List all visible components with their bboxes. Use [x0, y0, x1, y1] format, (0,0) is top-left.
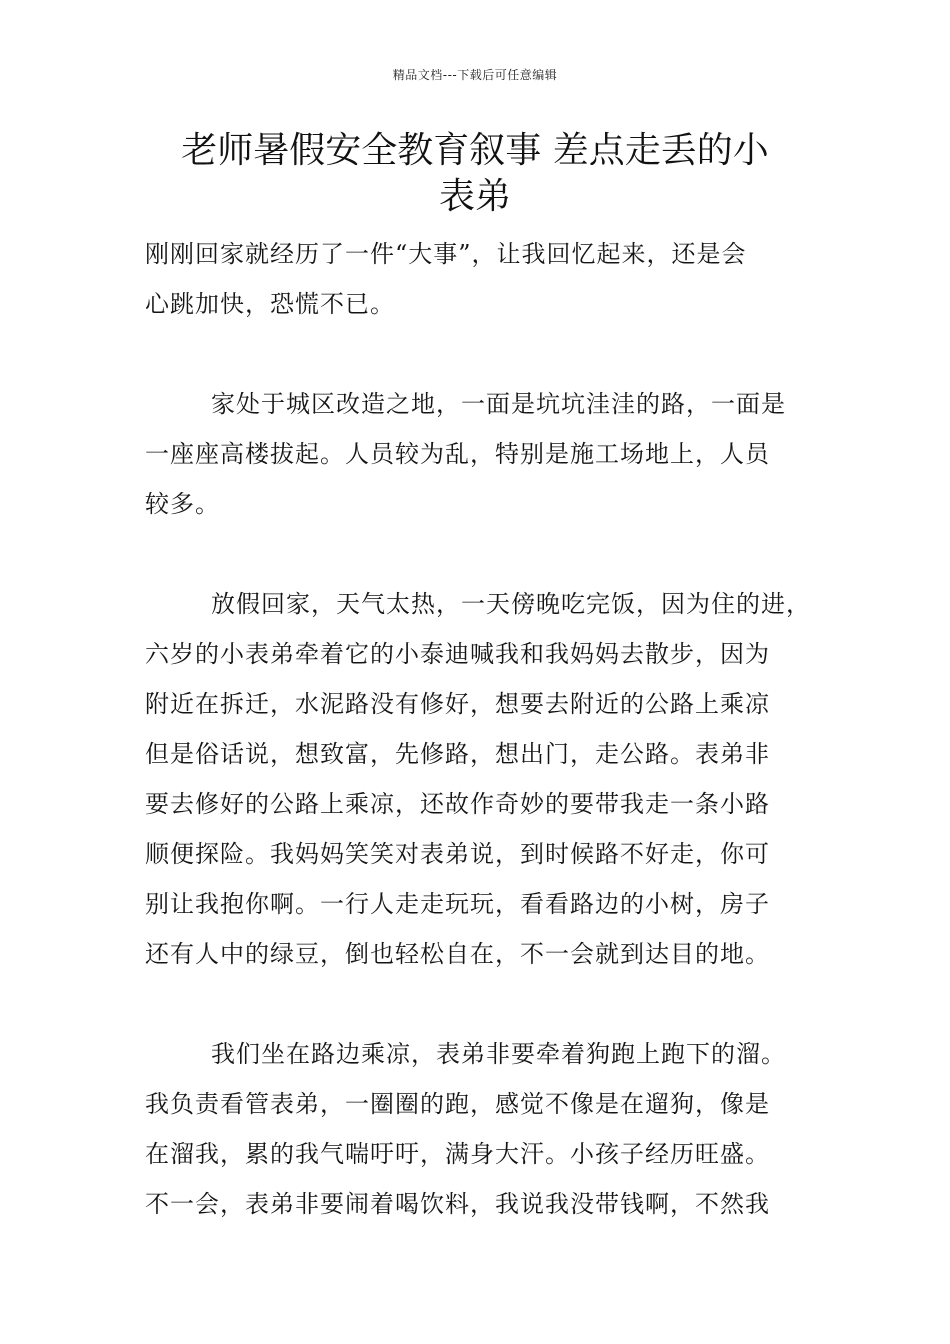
title-line: 老师暑假安全教育叙事 差点走丢的小 [181, 130, 769, 171]
text-line: 刚刚回家就经历了一件“大事”，让我回忆起来，还是会 [145, 240, 747, 268]
title-line: 表弟 [438, 176, 511, 217]
paragraph-spacer [145, 979, 817, 1029]
paragraph-spacer [145, 329, 817, 379]
header-note: 精品文档---下载后可任意编辑 [392, 68, 558, 82]
text-line: 不一会，表弟非要闹着喝饮料，我说我没带钱啊，不然我 [145, 1190, 770, 1218]
text-line: 还有人中的绿豆，倒也轻松自在，不一会就到达目的地。 [145, 940, 770, 968]
paragraph-1 [145, 229, 817, 329]
text-line: 别让我抱你啊。一行人走走玩玩，看看路边的小树，房子 [145, 890, 770, 918]
text-line: 放假回家，天气太热，一天傍晚吃完饭，因为住的进， [211, 590, 811, 618]
paragraph-4 [145, 1029, 817, 1229]
text-line: 顺便探险。我妈妈笑笑对表弟说，到时候路不好走，你可 [145, 840, 770, 868]
text-line: 心跳加快，恐慌不已。 [145, 290, 395, 318]
text-line: 要去修好的公路上乘凉，还故作奇妙的要带我走一条小路 [145, 790, 770, 818]
text-line: 一座座高楼拔起。人员较为乱，特别是施工场地上，人员 [145, 440, 770, 468]
text-line: 六岁的小表弟牵着它的小泰迪喊我和我妈妈去散步，因为 [145, 640, 770, 668]
text-line: 附近在拆迁，水泥路没有修好，想要去附近的公路上乘凉 [145, 690, 770, 718]
text-line: 在溜我，累的我气喘吁吁，满身大汗。小孩子经历旺盛。 [145, 1140, 770, 1168]
paragraph-spacer [145, 529, 817, 579]
text-line: 家处于城区改造之地，一面是坑坑洼洼的路，一面是 [211, 390, 786, 418]
text-line: 较多。 [145, 490, 220, 518]
text-line: 我负责看管表弟，一圈圈的跑，感觉不像是在遛狗，像是 [145, 1090, 770, 1118]
document-body [145, 229, 817, 1229]
text-line: 但是俗话说，想致富，先修路，想出门，走公路。表弟非 [145, 740, 770, 768]
document-title [140, 128, 810, 220]
paragraph-2 [145, 379, 817, 529]
paragraph-3 [145, 579, 817, 979]
text-line: 我们坐在路边乘凉，表弟非要牵着狗跑上跑下的溜。 [211, 1040, 786, 1068]
